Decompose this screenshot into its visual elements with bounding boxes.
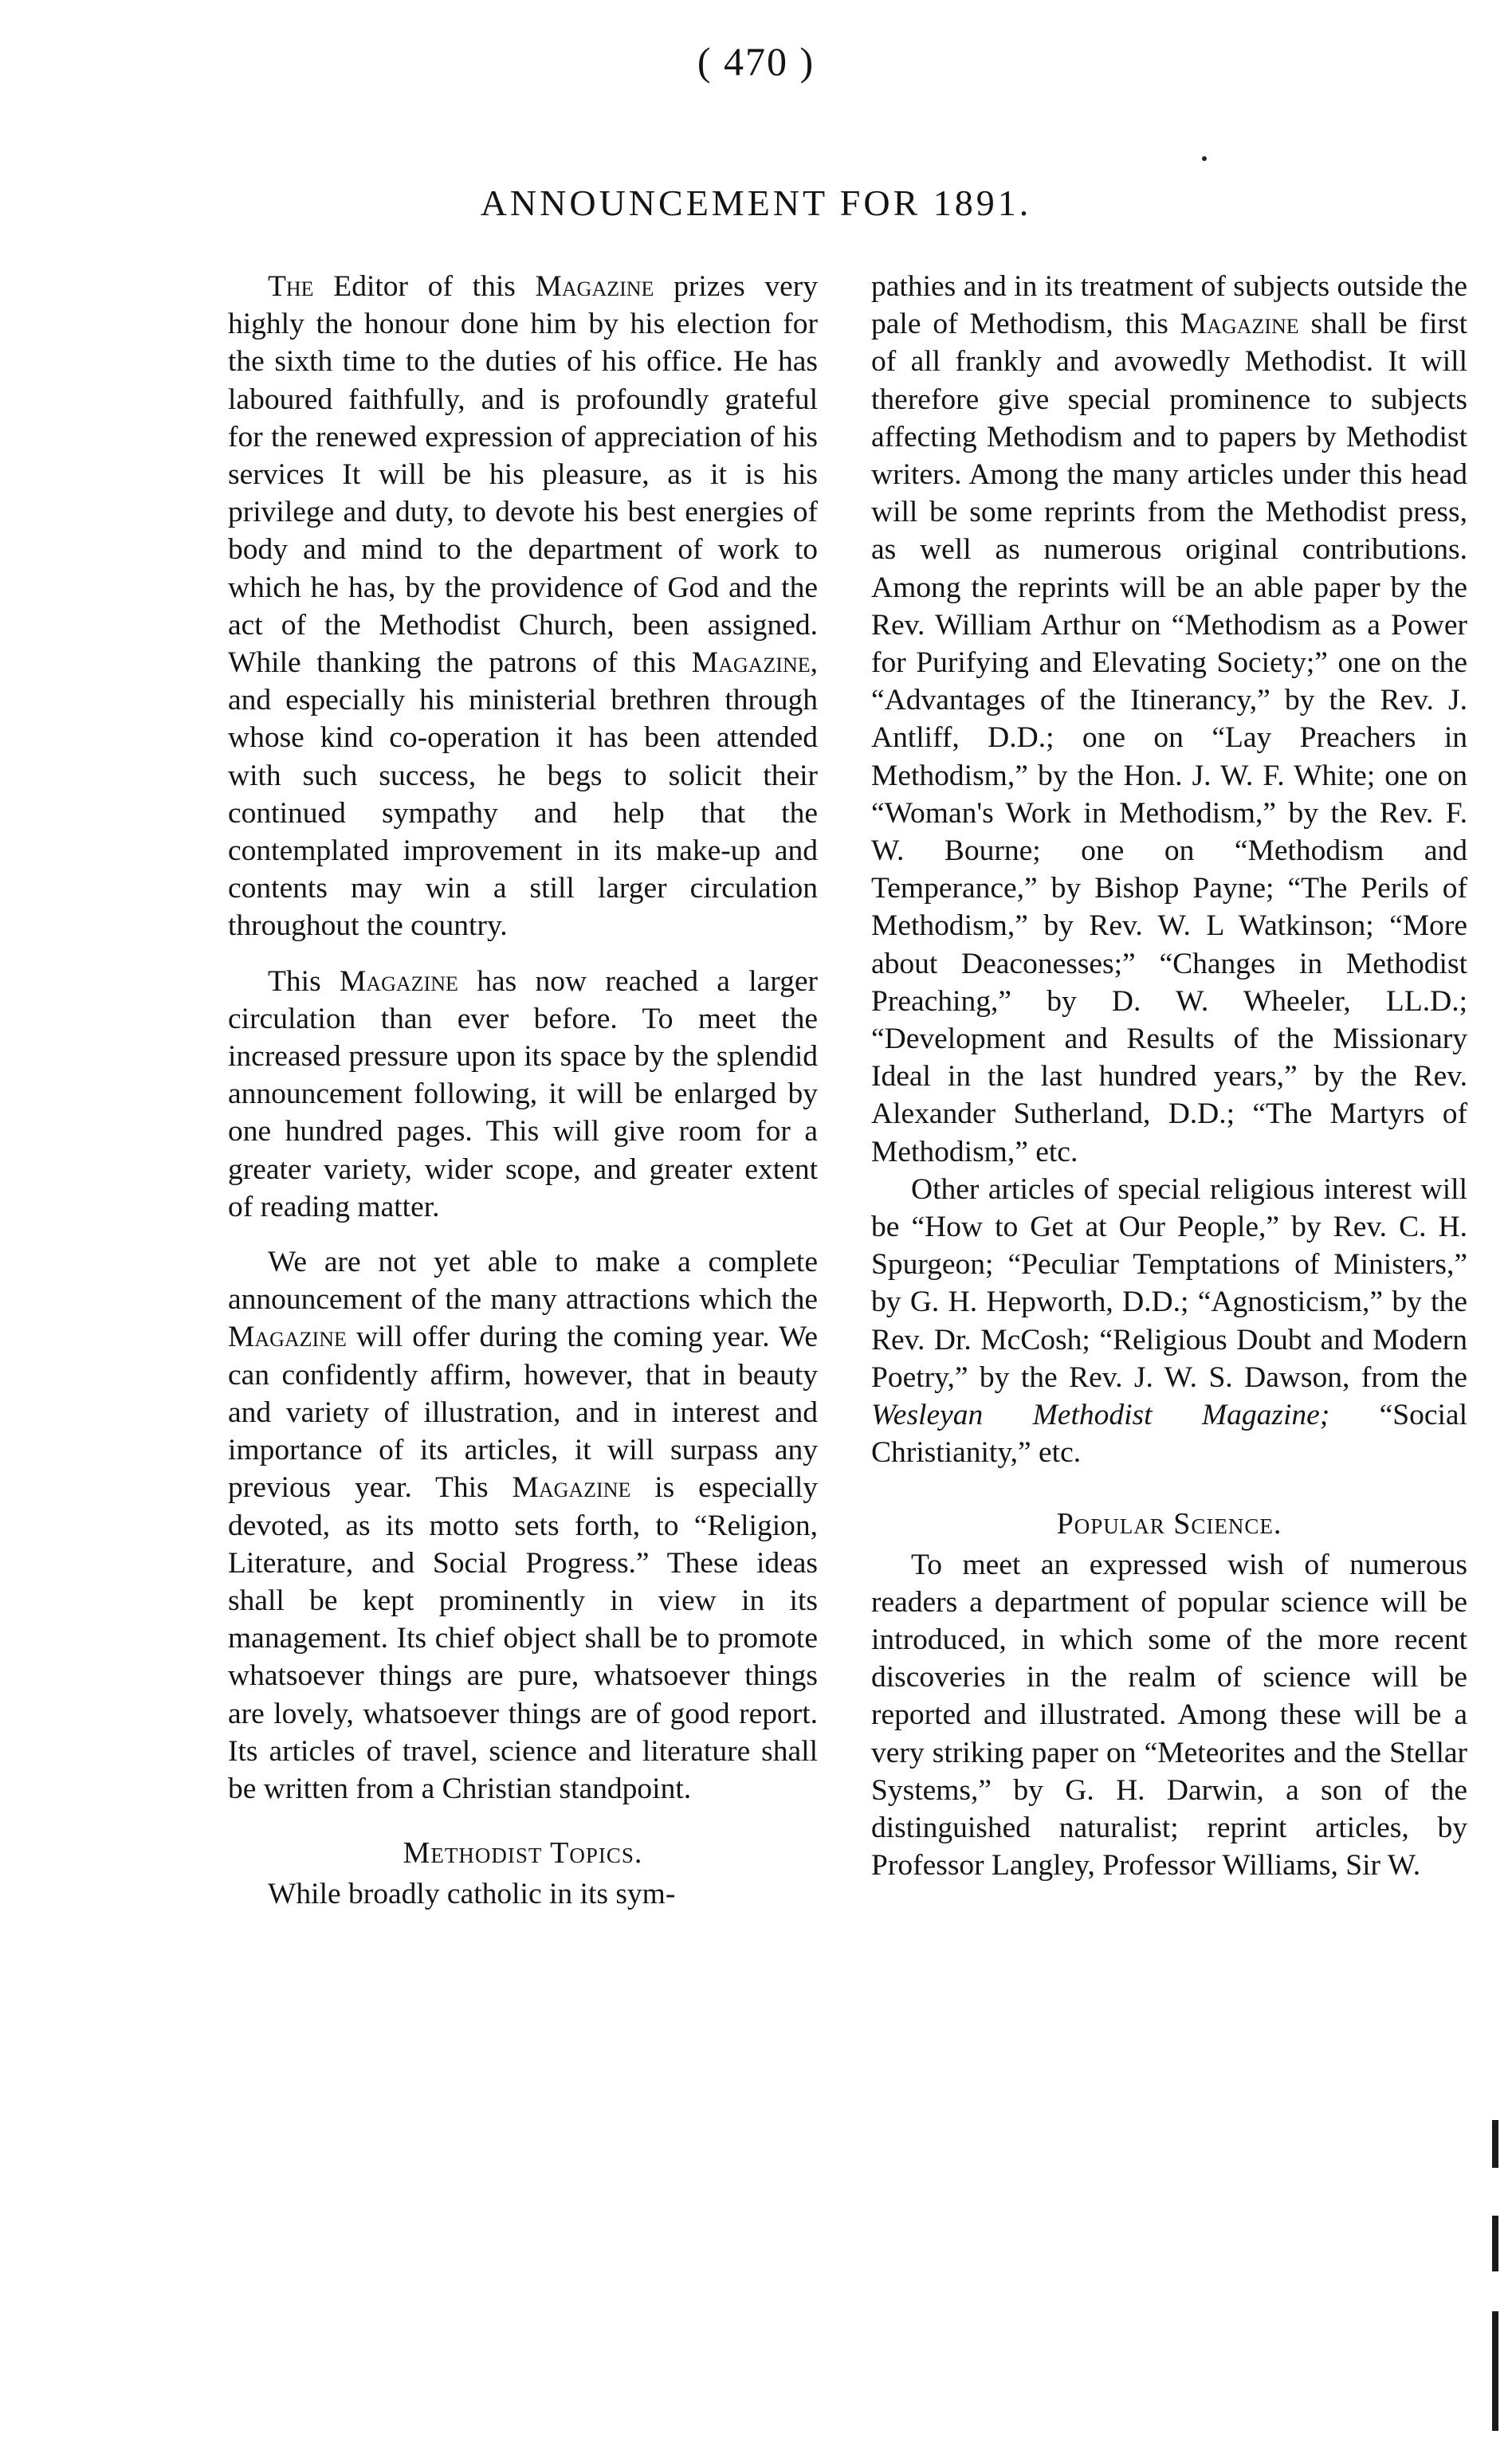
right-column xyxy=(871,268,1467,1884)
text-run: shall be first of all frankly and avowedly Methodist. It will therefore give special prominence to subjects affecting Methodism and to papers by Methodist writers. Among the many articles under this head will be some reprints from the Methodist press, as well as numerous original contributions. Among the reprints will be an able paper by the Rev. William Arthur on “Methodism as a Power for Purifying and Elevating Society;” one on the “Advantages of the Itinerancy,” by the Rev. J. Antliff, D.D.; one on “Lay Preachers in Methodism,” by the Hon. J. W. F. White; one on “Woman's Work in Methodism,” by the Rev. F. W. Bourne; one on “Methodism and Temperance,” by Bishop Payne; “The Perils of Methodism,” by Rev. W. L Watkinson; “More about Deaconesses;” “Changes in Methodist Preaching,” by D. W. Wheeler, LL.D.; “Development and Results of the Missionary Ideal in the last hundred years,” by the Rev. Alexander Sutherland, D.D.; “The Martyrs of Methodism,” etc. xyxy=(871,308,1467,1168)
italic-title: Wesleyan Methodist Magazine; xyxy=(871,1399,1330,1432)
text-run: , and especially his ministerial brethren through whose kind co-operation it has been attended with such success, he begs to solicit their continued sympathy and help that the contemplated improvement in its make-up and contents may win a still larger circulation throughout the country. xyxy=(228,646,818,943)
magazine-word: Magazine xyxy=(228,1321,347,1354)
stray-dot xyxy=(1202,156,1207,161)
paragraph-circulation xyxy=(228,963,818,1226)
paragraph-methodist-start: While broadly catholic in its sym- xyxy=(268,1878,676,1911)
lead-word: The xyxy=(268,270,314,303)
text-run: “Social Christianity,” etc. xyxy=(871,1399,1467,1470)
magazine-word: Magazine xyxy=(1180,308,1299,341)
paragraph-religious-interest xyxy=(871,1171,1467,1472)
edge-mark xyxy=(1492,2311,1498,2431)
left-column xyxy=(228,268,818,1913)
magazine-word: Magazine xyxy=(691,646,811,680)
page-number: ( 470 ) xyxy=(697,39,815,84)
text-run: This xyxy=(268,964,340,998)
paragraph-popular-science: To meet an expressed wish of numerous readers a department of popular science will be introduced, in which some of the more recent discoveries in the realm of science will be reported and illustrated. Among these will be a very striking paper on “Meteorites and the Stellar Systems,” by G. H. Darwin, a son of the distinguished naturalist; reprint articles, by Professor Langley, Professor Williams, Sir W. xyxy=(871,1548,1467,1883)
paragraph-announcement xyxy=(228,1243,818,1808)
paragraph-editor xyxy=(228,268,818,945)
magazine-word: Magazine xyxy=(512,1471,631,1505)
edge-mark xyxy=(1492,2216,1498,2271)
text-run: prizes very highly the honour done him by his election for the sixth time to the duties of his office. He has laboured faithfully, and is profoundly grateful for the renewed expression of appreciation of his services It will be his pleasure, as it is his privilege and duty, to devote his best energies of body and mind to the department of work to which he has, by the providence of God and the act of the Methodist Church, been assigned. While thanking the patrons of this xyxy=(228,270,818,680)
text-run: will offer during the coming year. We can confidently affirm, however, that in beauty and variety of illustration, and in interest and importance of its articles, it will surpass any previous year. This xyxy=(228,1321,818,1505)
edge-mark xyxy=(1492,2120,1498,2168)
paragraph-methodist-continued xyxy=(871,268,1467,1171)
text-run: is especially devoted, as its motto sets forth, to “Religion, Literature, and Social Progress.” These ideas shall be kept prominently in view in its management. Its chief object shall be to promote whatsoever things are pure, whatsoever things are lovely, whatsoever things are of good report. Its articles of travel, science and literature shall be written from a Christian standpoint. xyxy=(228,1471,818,1805)
text-run: Editor of this xyxy=(313,270,536,303)
magazine-word: Magazine xyxy=(535,270,654,303)
magazine-word: Magazine xyxy=(340,964,458,998)
page-title: ANNOUNCEMENT FOR 1891. xyxy=(480,183,1032,223)
text-run: pathies and in its treatment of subjects outside the pale of Methodism, this xyxy=(871,270,1467,341)
text-run: We are not yet able to make a complete announcement of the many attractions which the xyxy=(228,1246,818,1317)
text-run: has now reached a larger circulation than ever before. To meet the increased pressure upon its space by the splendid announcement following, it will be enlarged by one hundred pages. This will give room for a greater variety, wider scope, and greater extent of reading matter. xyxy=(228,964,818,1223)
heading-methodist-topics: Methodist Topics. xyxy=(403,1836,643,1871)
text-run: Other articles of special religious interest will be “How to Get at Our People,” by Rev. C. H. Spurgeon; “Peculiar Temptations of Ministers,” by G. H. Hepworth, D.D.; “Agnosticism,” by the Rev. Dr. McCosh; “Religious Doubt and Modern Poetry,” by the Rev. J. W. S. Dawson, from the xyxy=(871,1172,1467,1394)
heading-popular-science: Popular Science. xyxy=(1056,1506,1282,1541)
